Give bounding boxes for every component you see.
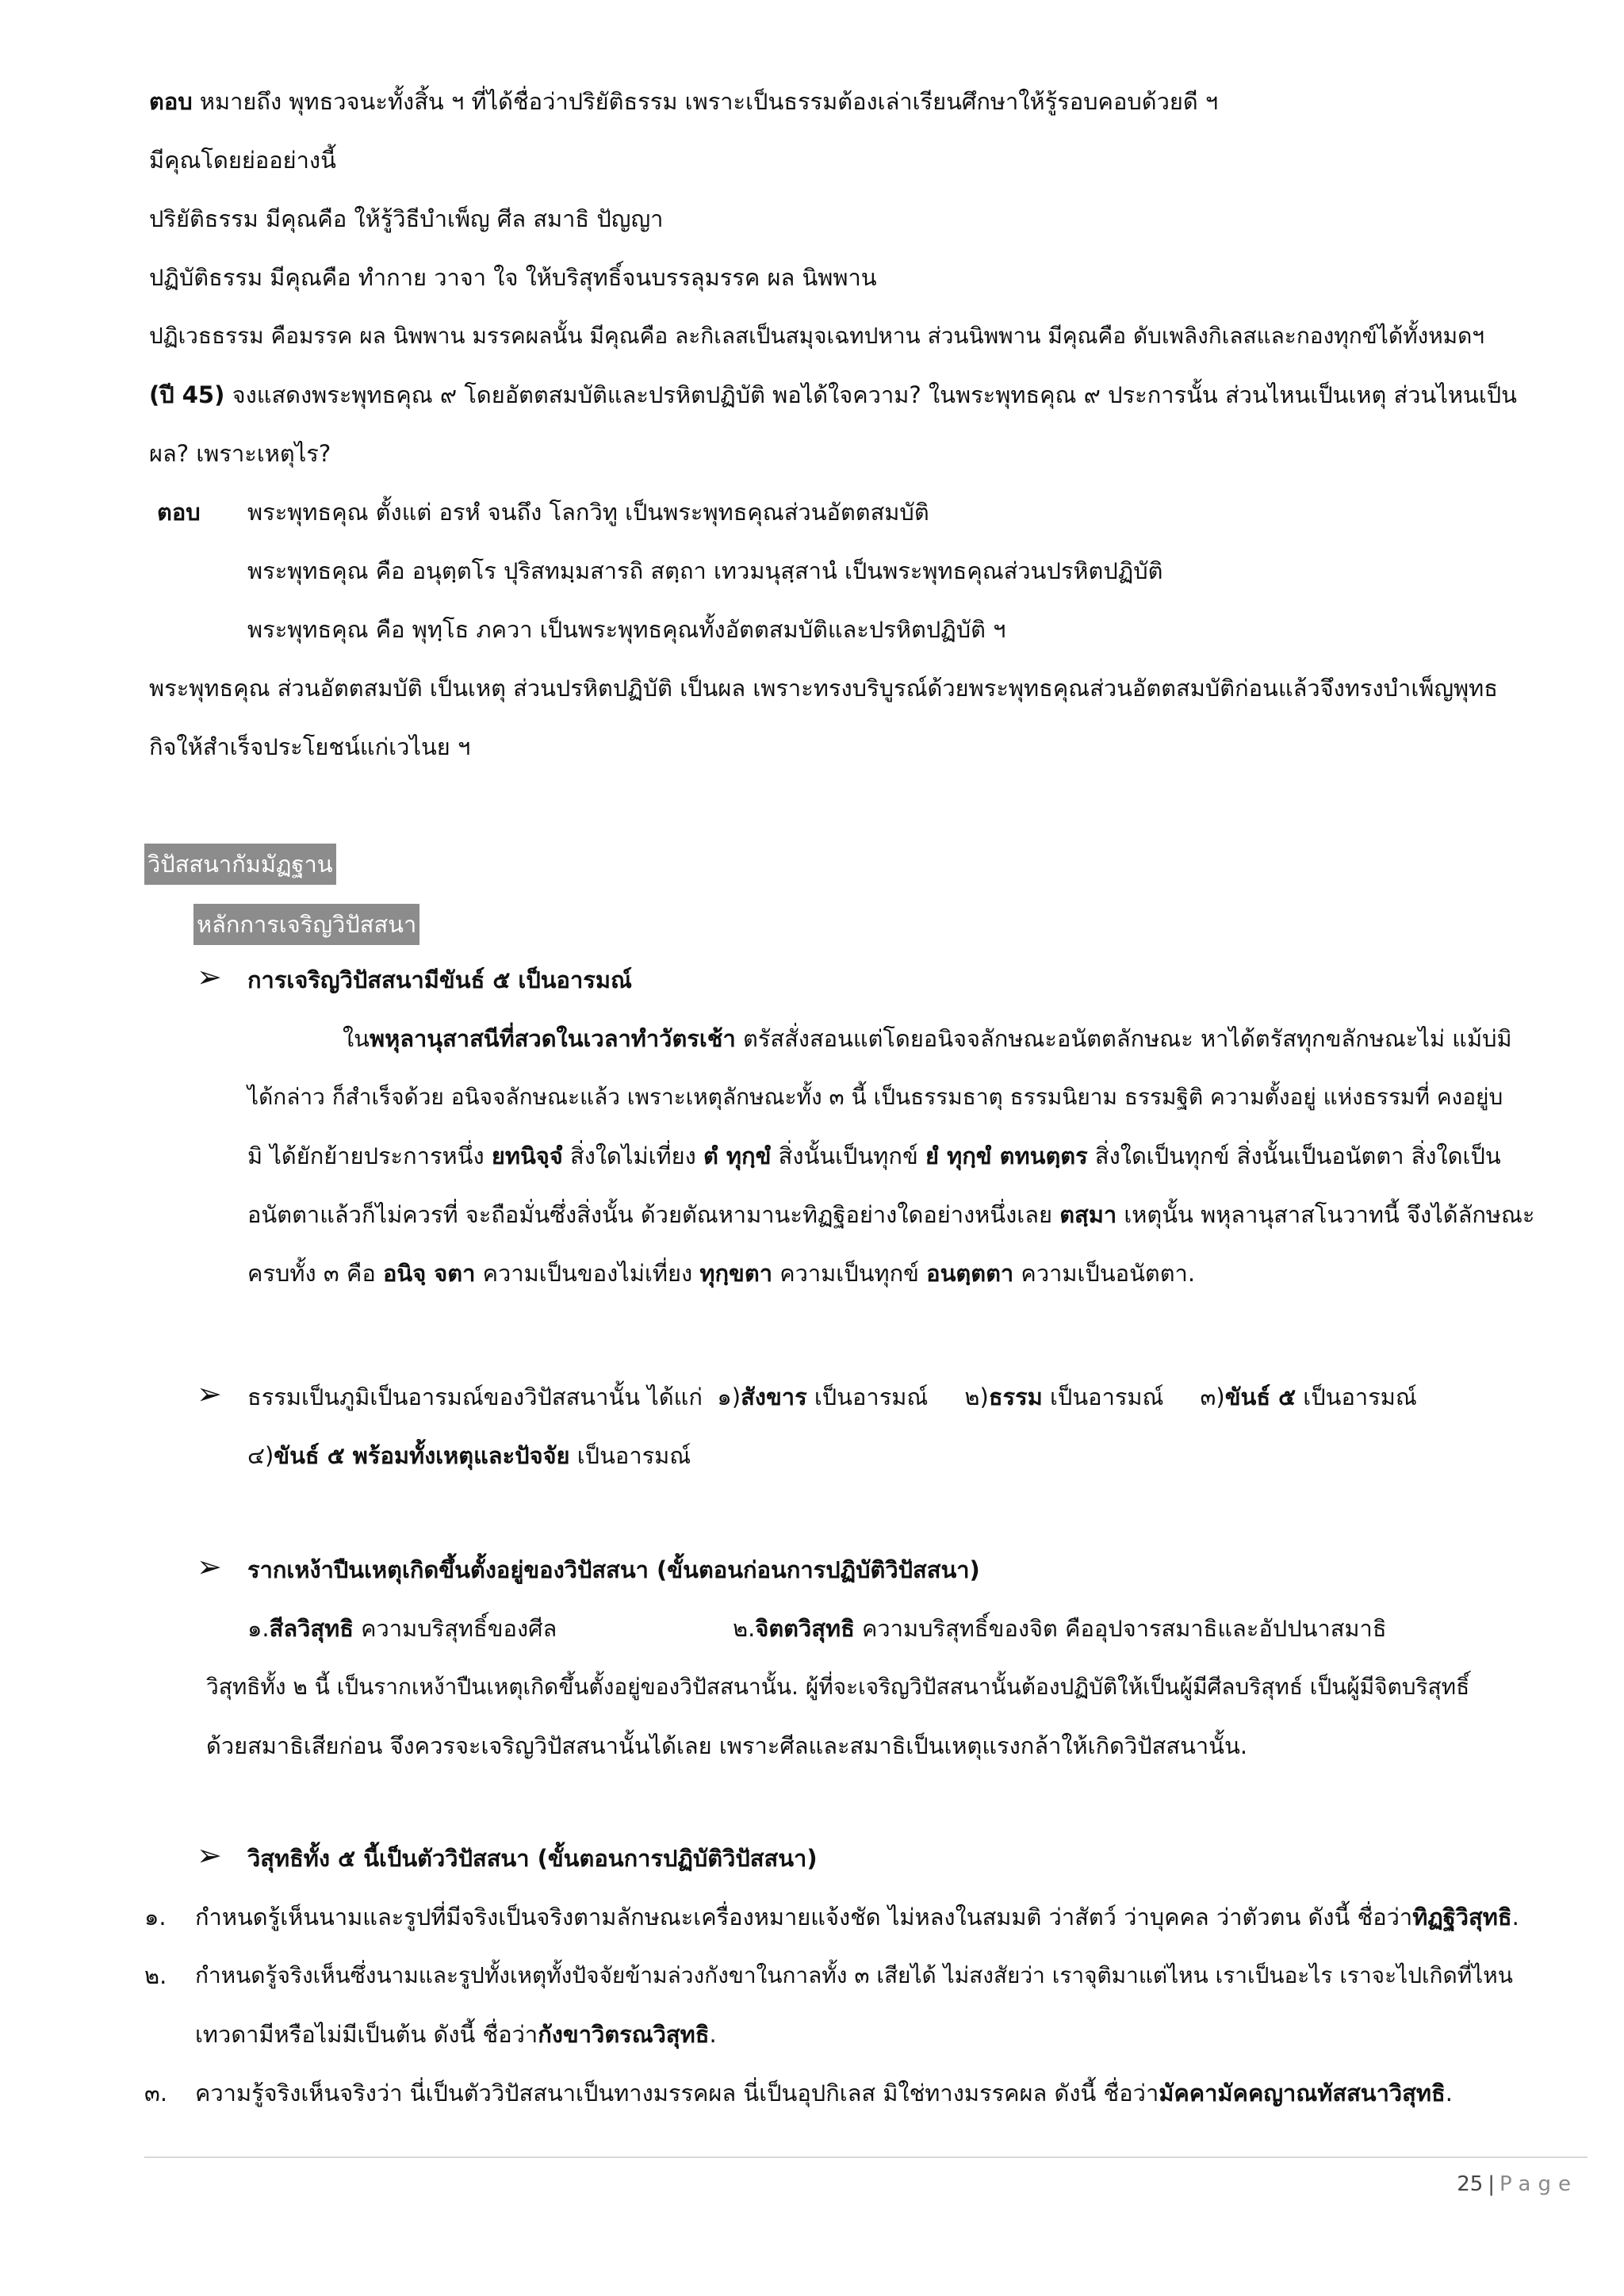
b4-text: เทวดามีหรือไม่มีเป็นต้น ดังนี้ ชื่อว่า xyxy=(195,2021,538,2048)
b2-bold-text: ขันธ์ ๕ xyxy=(1224,1383,1297,1410)
b1-line xyxy=(343,1023,1512,1054)
bullet-heading: วิสุทธิทั้ง ๕ นี้เป็นตัววิปัสสนา (ขั้นตอนการปฏิบัติวิปัสสนา) xyxy=(247,1845,818,1872)
item-number: ๒. xyxy=(144,1962,167,1989)
arrow-bullet-icon: ➢ xyxy=(197,1549,222,1584)
b2-bold-text: ธรรม xyxy=(988,1383,1043,1410)
qa1-line: ปฏิเวธธรรม คือมรรค ผล นิพพาน มรรคผลนั้น มีคุณคือ ละกิเลสเป็นสมุจเฉทปหาน ส่วนนิพพาน มีคุณคือ ดับเพลิงกิเลสและกองทุกข์ได้ทั้งหมดฯ xyxy=(149,323,1485,349)
b1-line xyxy=(247,1199,1535,1230)
b1-text: สิ่งนั้นเป็นทุกข์ xyxy=(771,1142,925,1169)
b2-line xyxy=(247,1381,1417,1413)
question-text: จงแสดงพระพุทธคุณ ๙ โดยอัตตสมบัติและปรหิตปฏิบัติ พอได้ใจความ? ในพระพุทธคุณ ๙ ประการนั้น ส่วนไหนเป็นเหตุ ส่วนไหนเป็น xyxy=(232,381,1518,408)
b3-text: ความบริสุทธิ์ของจิต คืออุปจารสมาธิและอัปปนาสมาธิ xyxy=(854,1615,1387,1642)
b1-text: ความเป็นของไม่เที่ยง xyxy=(475,1260,700,1287)
item-number: ๒. xyxy=(733,1615,756,1642)
b3-item xyxy=(733,1613,1387,1644)
b3-bold-text: สีลวิสุทธิ xyxy=(269,1615,354,1642)
b3-bold-text: จิตตวิสุทธิ xyxy=(755,1615,855,1642)
answer-label: ตอบ xyxy=(157,499,201,526)
b3-line: วิสุทธิทั้ง ๒ นี้ เป็นรากเหง้าปืนเหตุเกิดขึ้นตั้งอยู่ของวิปัสสนานั้น. ผู้ที่จะเจริญวิปัสสนานั้นต้องปฏิบัติให้เป็นผู้มีศีลบริสุทธ์ เป็นผู้มีจิตบริสุทธิ์ xyxy=(206,1674,1470,1700)
qa2-answer-line: พระพุทธคุณ คือ พุทฺโธ ภควา เป็นพระพุทธคุณทั้งอัตตสมบัติและปรหิตปฏิบัติ ฯ xyxy=(247,616,1006,643)
b4-bold-text: มัคคามัคคญาณทัสสนาวิสุทธิ xyxy=(1159,2080,1446,2107)
footer-divider xyxy=(144,2156,1588,2158)
pali-term: อนตฺตตา xyxy=(926,1260,1014,1287)
b3-line: ด้วยสมาธิเสียก่อน จึงควรจะเจริญวิปัสสนานั้นได้เลย เพราะศีลและสมาธิเป็นเหตุแรงกล้าให้เกิดวิปัสสนานั้น. xyxy=(206,1732,1248,1759)
b1-text: สิ่งใดไม่เที่ยง xyxy=(562,1142,703,1169)
bullet-heading: การเจริญวิปัสสนามีขันธ์ ๕ เป็นอารมณ์ xyxy=(247,966,632,993)
b2-bold-text: สังขาร xyxy=(741,1383,807,1410)
qa2-answer-line: พระพุทธคุณ คือ อนุตฺตโร ปุริสทมฺมสารถิ สตฺถา เทวมนุสฺสานํ เป็นพระพุทธคุณส่วนปรหิตปฏิบัติ xyxy=(247,557,1163,584)
b4-text: . xyxy=(709,2021,717,2048)
answer-label: ตอบ xyxy=(149,88,193,115)
qa2-conclusion-line: พระพุทธคุณ ส่วนอัตตสมบัติ เป็นเหตุ ส่วนปรหิตปฏิบัติ เป็นผล เพราะทรงบริบูรณ์ด้วยพระพุทธคุณส่วนอัตตสมบัติก่อนแล้วจึงทรงบำเพ็ญพุทธ xyxy=(149,675,1498,702)
b2-text: ธรรมเป็นภูมิเป็นอารมณ์ของวิปัสสนานั้น ได้แก่ ๑) xyxy=(247,1383,741,1410)
b1-line: ได้กล่าว ก็สำเร็จด้วย อนิจจลักษณะแล้ว เพราะเหตุลักษณะทั้ง ๓ นี้ เป็นธรรมธาตุ ธรรมนิยาม ธรรมฐิติ ความตั้งอยู่ แห่งธรรมที่ คงอยู่บ xyxy=(247,1084,1503,1110)
b2-text: เป็นอารมณ์ ๓) xyxy=(1042,1383,1225,1410)
b3-text: ความบริสุทธิ์ของศีล xyxy=(353,1615,557,1642)
qa1-answer-line xyxy=(149,86,1218,117)
b4-item xyxy=(195,2077,1453,2109)
b4-text: . xyxy=(1445,2080,1453,2107)
b4-text: กำหนดรู้เห็นนามและรูปที่มีจริงเป็นจริงตามลักษณะเครื่องหมายแจ้งชัด ไม่หลงในสมมติ ว่าสัตว์ ว่าบุคคล ว่าตัวตน ดังนี้ ชื่อว่า xyxy=(195,1904,1413,1931)
qa2-answer-line: พระพุทธคุณ ตั้งแต่ อรหํ จนถึง โลกวิทู เป็นพระพุทธคุณส่วนอัตตสมบัติ xyxy=(247,499,929,526)
section-title: วิปัสสนากัมมัฏฐาน xyxy=(144,844,336,885)
b4-bold-text: ทิฏฐิวิสุทธิ xyxy=(1412,1904,1512,1931)
arrow-bullet-icon: ➢ xyxy=(197,1376,222,1411)
arrow-bullet-icon: ➢ xyxy=(197,959,222,994)
page-number: 25 xyxy=(1457,2172,1484,2196)
b1-text: อนัตตาแล้วก็ไม่ควรที่ จะถือมั่นซึ่งสิ่งนั้น ด้วยตัณหามานะทิฏฐิอย่างใดอย่างหนึ่งเลย xyxy=(247,1201,1060,1228)
arrow-bullet-icon: ➢ xyxy=(197,1838,222,1873)
b2-text: เป็นอารมณ์ ๒) xyxy=(806,1383,989,1410)
b4-text: . xyxy=(1511,1904,1519,1931)
item-number: ๑. xyxy=(247,1615,270,1642)
b4-bold-text: กังขาวิตรณวิสุทธิ xyxy=(538,2021,710,2048)
b1-text: ใน xyxy=(343,1025,370,1052)
b2-bold-text: ขันธ์ ๕ พร้อมทั้งเหตุและปัจจัย xyxy=(274,1442,570,1469)
answer-text: หมายถึง พุทธวจนะทั้งสิ้น ฯ ที่ได้ชื่อว่าปริยัติธรรม เพราะเป็นธรรมต้องเล่าเรียนศึกษาให้รู้รอบคอบด้วยดี ฯ xyxy=(199,88,1219,115)
b1-text: ความเป็นอนัตตา. xyxy=(1013,1260,1196,1287)
item-number: ๑. xyxy=(144,1904,167,1931)
qa1-line: ปฏิบัติธรรม มีคุณคือ ทำกาย วาจา ใจ ให้บริสุทธิ์จนบรรลุมรรค ผล นิพพาน xyxy=(149,264,877,291)
qa2-question-line xyxy=(149,379,1517,411)
year-label: (ปี 45) xyxy=(149,381,225,408)
b1-text: เหตุนั้น พหุลานุสาสโนวาทนี้ จึงได้ลักษณะ xyxy=(1116,1201,1535,1228)
item-number: ๓. xyxy=(144,2080,168,2107)
b1-text: สิ่งใดเป็นทุกข์ สิ่งนั้นเป็นอนัตตา สิ่งใดเป็น xyxy=(1087,1142,1501,1169)
b1-line xyxy=(247,1140,1501,1172)
b4-text: ความรู้จริงเห็นจริงว่า นี่เป็นตัววิปัสสนาเป็นทางมรรคผล นี่เป็นอุปกิเลส มิใช่ทางมรรคผล ดังนี้ ชื่อว่า xyxy=(195,2080,1159,2107)
pali-term: ตํ ทุกฺขํ xyxy=(703,1142,772,1169)
bullet-heading: รากเหง้าปืนเหตุเกิดขึ้นตั้งอยู่ของวิปัสสนา (ขั้นตอนก่อนการปฏิบัติวิปัสสนา) xyxy=(247,1556,980,1583)
page-footer xyxy=(1457,2172,1578,2196)
footer-separator: | xyxy=(1488,2172,1496,2196)
b1-text: มิ ได้ยักย้ายประการหนึ่ง xyxy=(247,1142,492,1169)
b1-text: ครบทั้ง ๓ คือ xyxy=(247,1260,383,1287)
b2-text: เป็นอารมณ์ xyxy=(569,1442,691,1469)
b1-text: ความเป็นทุกข์ xyxy=(772,1260,927,1287)
b1-line xyxy=(247,1257,1195,1289)
qa1-line: มีคุณโดยย่ออย่างนี้ xyxy=(149,147,336,174)
b1-bold-text: พหุลานุสาสนีที่สวดในเวลาทำวัตรเช้า xyxy=(369,1025,736,1052)
b3-item xyxy=(247,1613,557,1644)
section-subtitle: หลักการเจริญวิปัสสนา xyxy=(193,904,419,945)
b4-item-cont xyxy=(195,2019,717,2050)
b2-text: ๔) xyxy=(247,1442,274,1469)
qa1-line: ปริยัติธรรม มีคุณคือ ให้รู้วิธีบำเพ็ญ ศีล สมาธิ ปัญญา xyxy=(149,205,664,232)
pali-term: อนิจฺ จตา xyxy=(382,1260,476,1287)
b2-text: เป็นอารมณ์ xyxy=(1296,1383,1417,1410)
b4-item xyxy=(195,1901,1519,1933)
pali-term: ทุกฺขตา xyxy=(699,1260,772,1287)
b4-item: กำหนดรู้จริงเห็นซึ่งนามและรูปทั้งเหตุทั้งปัจจัยข้ามล่วงกังขาในกาลทั้ง ๓ เสียได้ ไม่สงสัยว่า เราจุติมาแต่ไหน เราเป็นอะไร เราจะไปเกิดที่ไหน xyxy=(195,1962,1513,1988)
qa2-question-line: ผล? เพราะเหตุไร? xyxy=(149,440,331,467)
page-label: Page xyxy=(1500,2172,1578,2196)
b2-line xyxy=(247,1440,691,1471)
qa2-conclusion-line: กิจให้สำเร็จประโยชน์แก่เวไนย ฯ xyxy=(149,733,471,760)
b1-text: ตรัสสั่งสอนแต่โดยอนิจจลักษณะอนัตตลักษณะ หาได้ตรัสทุกขลักษณะไม่ แม้บ่มิ xyxy=(735,1025,1512,1052)
pali-term: ยทนิจฺจํ xyxy=(491,1142,563,1169)
pali-term: ตสฺมา xyxy=(1059,1201,1117,1228)
pali-term: ยํ ทุกฺขํ ตทนตฺตร xyxy=(925,1142,1088,1169)
